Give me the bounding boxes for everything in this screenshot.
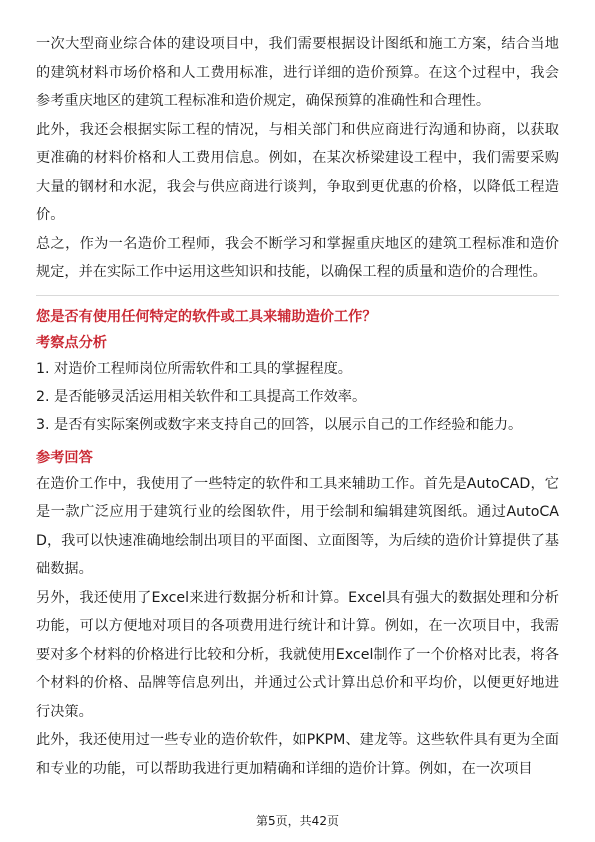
analysis-title: 考察点分析 <box>36 334 107 351</box>
intro-paragraph-2: 此外，我还会根据实际工程的情况，与相关部门和供应商进行沟通和协商，以获取更准确的材料价格和人工费用信息。例如，在某次桥梁建设工程中，我们需要采购大量的钢材和水泥，我会与供应商进行谈判，争取到更优惠的价格，以降低工程造价。 <box>36 121 559 223</box>
answer-paragraph-3: 此外，我还使用过一些专业的造价软件，如PKPM、建龙等。这些软件具有更为全面和专业的功能，可以帮助我进行更加精确和详细的造价计算。例如，在一次项目 <box>36 732 559 777</box>
document-page <box>36 30 559 783</box>
analysis-item-3: 3. 是否有实际案例或数字来支持自己的回答，以展示自己的工作经验和能力。 <box>36 416 523 433</box>
section-divider <box>36 295 559 296</box>
question-heading: 您是否有使用任何特定的软件或工具来辅助造价工作？ <box>36 308 377 325</box>
answer-title: 参考回答 <box>36 449 93 466</box>
intro-paragraph-1: 一次大型商业综合体的建设项目中，我们需要根据设计图纸和施工方案，结合当地的建筑材料市场价格和人工费用标准，进行详细的造价预算。在这个过程中，我会参考重庆地区的建筑工程标准和造价规定，确保预算的准确性和合理性。 <box>36 36 559 109</box>
answer-paragraph-1: 在造价工作中，我使用了一些特定的软件和工具来辅助工作。首先是AutoCAD，它是一款广泛应用于建筑行业的绘图软件，用于绘制和编辑建筑图纸。通过AutoCAD，我可以快速准确地绘制出项目的平面图、立面图等，为后续的造价计算提供了基础数据。 <box>36 475 559 577</box>
intro-paragraph-3: 总之，作为一名造价工程师，我会不断学习和掌握重庆地区的建筑工程标准和造价规定，并在实际工作中运用这些知识和技能，以确保工程的质量和造价的合理性。 <box>36 235 559 280</box>
page-number: 第5页，共42页 <box>256 814 339 828</box>
answer-paragraph-2: 另外，我还使用了Excel来进行数据分析和计算。Excel具有强大的数据处理和分析功能，可以方便地对项目的各项费用进行统计和计算。例如，在一次项目中，我需要对多个材料的价格进行比较和分析，我就使用Excel制作了一个价格对比表，将各个材料的价格、品牌等信息列出，并通过公式计算出总价和平均价，以便更好地进行决策。 <box>36 589 559 720</box>
analysis-item-2: 2. 是否能够灵活运用相关软件和工具提高工作效率。 <box>36 388 367 405</box>
analysis-item-1: 1. 对造价工程师岗位所需软件和工具的掌握程度。 <box>36 360 352 377</box>
